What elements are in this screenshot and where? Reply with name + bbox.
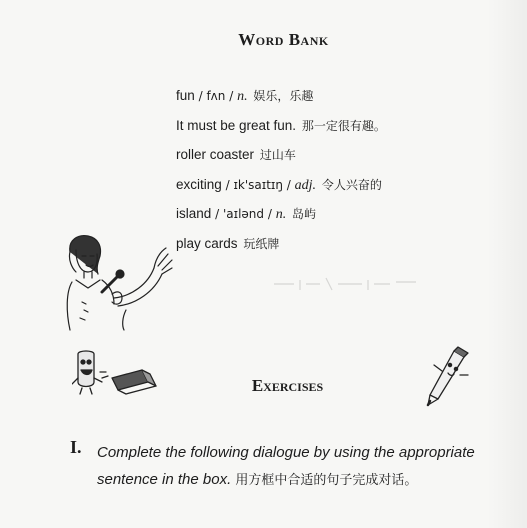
vocab-meaning: 岛屿 [288, 207, 317, 221]
vocab-pos: n. [237, 89, 248, 104]
vocab-item [176, 204, 386, 234]
vocab-term: exciting [176, 176, 222, 192]
bleed-through-marks [270, 270, 420, 300]
vocab-item [176, 234, 386, 264]
vocab-meaning: 玩纸牌 [239, 236, 280, 251]
vocab-term: roller coaster [176, 147, 255, 162]
vocab-item [176, 145, 386, 175]
vocab-meaning: 那一定很有趣。 [298, 118, 386, 133]
vocab-item [176, 175, 386, 205]
instruction-chinese: 用方框中合适的句子完成对话。 [231, 473, 418, 488]
vocab-term: It must be great fun. [176, 117, 297, 133]
vocab-phonetic: / ɪk'saɪtɪŋ / [221, 177, 295, 192]
vocab-pos: adj. [294, 177, 317, 193]
word-bank-title: Word Bank [238, 30, 329, 49]
vocab-term: play cards [176, 235, 238, 251]
exercise-number: I. [70, 437, 82, 457]
instruction-english: Complete the following dialogue by using the appropriate sentence in the box. [97, 444, 475, 488]
vocab-list [176, 86, 386, 263]
vocab-meaning: 令人兴奋的 [318, 177, 382, 192]
exercise-instruction [97, 439, 497, 494]
vocab-item [176, 86, 386, 116]
vocab-term: island [176, 206, 212, 221]
vocab-term: fun [176, 88, 195, 103]
vocab-phonetic: / fʌn / [194, 89, 238, 103]
vocab-item [176, 116, 386, 146]
vocab-pos: n. [275, 207, 287, 222]
vocab-phonetic: / 'aɪlənd / [211, 207, 276, 221]
vocab-meaning: 过山车 [256, 148, 296, 162]
vocab-meaning: 娱乐，乐趣 [249, 89, 314, 103]
woman-holding-microphone-illustration [62, 232, 180, 332]
exercises-title: Exercises [251, 376, 324, 395]
